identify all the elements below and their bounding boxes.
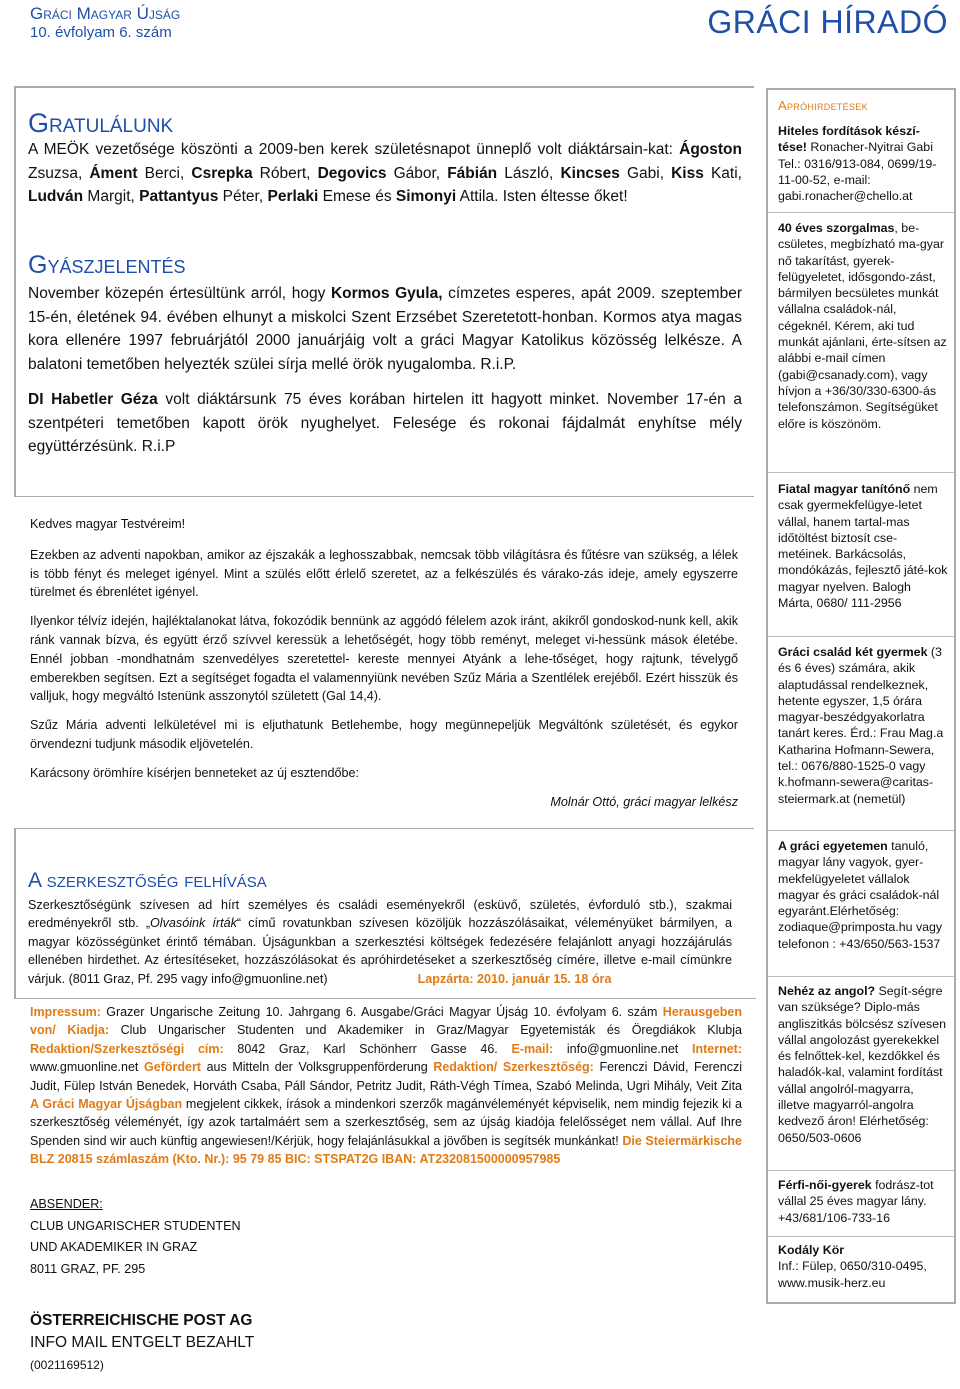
impressum-section: Impressum: Grazer Ungarische Zeitung 10. Jahrgang 6. Ausgabe/Gráci Magyar Újság 10. évfolyam 6. szám Herausgeben von/ Kiadja: Club Ungarischer Studenten und Akademiker in Graz/Magyar Egyetemisták és Öregdiákok Klubja Redaktion/Szerkesztőségi cím: 8042 Graz, Karl Schönherr Gasse 46. E-mail: info@gmuonline.net Internet: www.gmuonline.net Gefördert aus Mitteln der Volksgruppenförderung Redaktion/ Szerkesztőség: Ferenczi Dávid, Ferenczi Judit, Fülep István Benedek, Horváth Csaba, Páll Sándor, Petritz Judit, Ráth-Végh Tímea, Szabó Melinda, Ugri Mihály, Veit Zita A Gráci Magyar Újságban megjelent cikkek, írások a mindenkori szerzők magánvéleményét képviselik, nem mindig fejezik ki a szerkesztőség véleményét, így azok tartalmáért sem a szerkesztőség, sem az újság kiadója felelősséget nem vállal. Auf Ihre Spenden sind wir auch künftig angewiesen!/Kérjük, hogy felajánlásukkal a jövőben is segítsék munkánkat! Die Steiermärkische BLZ 20815 számlaszám (Kto. Nr.): 95 79 85 BIC: STSPAT2G IBAN: AT232081500000957985 [30,1005,742,1167]
ad-separator [768,212,954,213]
sender-address [30,1194,241,1280]
congratulations-title: Gratulálunk [28,108,174,138]
ad-separator [768,472,954,473]
newspaper-name-header [30,4,180,42]
ad-student-babysitter: A gráci egyetemen tanuló, magyar lány vagyok, gyer-mekfelügyeletet vállalok magyar és gráci családok-nál egyaránt.Elérhetőség: zodiaque@primposta.hu vagy telefonon : +43/650/563-1537 [778,839,943,951]
ad-kodaly-choir: Kodály Kör Inf.: Fülep, 0650/310-0495, www.musik-herz.eu [778,1243,927,1290]
ad-separator [768,830,954,831]
congratulations-section [28,108,742,209]
ad-separator [768,1236,954,1237]
obituary-title: Gyászjelentés [28,251,186,279]
postal-line-2: INFO MAIL ENTGELT BEZAHLT [30,1334,255,1351]
sender-line-1: CLUB UNGARISCHER STUDENTEN [30,1218,241,1233]
obituary-section [28,250,742,459]
letter-greeting: Kedves magyar Testvéreim! [30,517,186,531]
sender-line-3: 8011 GRAZ, PF. 295 [30,1261,146,1276]
editor-call-section [28,868,732,988]
letter-paragraph-1: Ezekben az adventi napokban, amikor az éjszakák a leghosszabbak, nemcsak több világításra és fűtésre van szükség, a lélek is több fényt és meleget igényel. Mint a szülés előtt érlelő szeretet, az a felkészülés és várako-zás ideje, amely egyszerre türelmet és ébrenlétet igényel. [30,547,738,600]
editor-box-bottom-border [14,998,756,999]
letter-paragraph-3: Szűz Mária adventi lelkületével mi is eljuthatunk Betlehembe, hogy megünnepeljük Megváltónk születését, és egykor örvendezni tudjunk második eljövetelén. [30,718,738,751]
editor-call-title: A szerkesztőség felhívása [28,869,267,892]
masthead-title: GRÁCI HÍRADÓ [707,4,948,40]
ad-translations: Hiteles fordítások készí-tése! Ronacher-Nyitrai Gabi Tel.: 0316/913-084, 0699/19-11-00-52, e-mail: gabi.ronacher@chello.at [778,124,937,204]
ad-cleaning: 40 éves szorgalmas, be-csületes, megbízható ma-gyar nő takarítást, gyerek-felügyeletet, idősgondo-zást, bármilyen becsületes munkát vállalna családok-nál, cégeknél. Kérem, aki tud munkát ajánlani, érte-sítsen az alábbi e-mail címen (gabi@csanady.com), vagy hívjon a +36/30/330-6300-ás telefonszámon. Segítségüket előre is köszönöm. [778,221,947,431]
editor-box-top-border [14,828,754,829]
obituary-paragraph-2: DI Habetler Géza volt diáktársunk 75 éves korában hirtelen itt hagyott minket. November 17-én a szentpéteri temetőben kapott örök nyughelyet. Felesége és rokonai fájdalmát enyhítse mély együttérzésünk. R.i.P [28,391,742,455]
letter-paragraph-2: Ilyenkor télvíz idején, hajléktalanokat látva, fokozódik bennünk az aggódó félelem azok iránt, akikről gondoskod-nunk kell, akik ránk vannak bízva, és együtt érző szívvel keressük a lehetőségét, hogy több reményt, meleget vi-hessünk mások életébe. Ennél jobban -mondhatnám szenvedélyes szeretettel- kereste mennyei Atyánk a lehe-tőséget, hogy rajtunk, tévelygő emberekben segítsen. Ezt a segítséget fogadta el valamennyiünk nevében Szűz Mária a Szentlélek erejéből. Ezért hisszük és valljuk, hogy megváltó Istenünk asszonytól született (Gal 14,4). [30,614,738,704]
postal-line-1: ÖSTERREICHISCHE POST AG [30,1312,253,1329]
editor-call-text: Szerkesztőségünk szívesen ad hírt személyes és családi eseményekről (esküvő, születés, évforduló stb.), szakmai eredményekről stb. „Olvasóink írták“ című rovatunkban szívesen közöljük hozzászólásaikat, véleményüket bármilyen, a magyar közösségünket érintő témában. Újságunkban a szerkesztési költségek fedezésére felajánlott anyagi hozzájárulás ellenében hirdethet. Az értesítéseket, hozzászólásokat és apróhirdetéseket a szerkesztőség címére, illetve e-mail címünkre várjuk. (8011 Graz, Pf. 295 vagy info@gmuonline.net) Lapzárta: 2010. január 15. 18 óra [28,898,732,986]
ad-teacher: Fiatal magyar tanítónő nem csak gyermekfelügye-letet vállal, hanem tartal-mas időtöltést biztosít cse-metéinek. Barkácsolás, mondókázás, fejlesztő játé-kok magyar nyelven. Balogh Márta, 0680/ 111-2956 [778,482,948,611]
editor-box-left-border [14,828,16,998]
ad-hairdresser: Férfi-női-gyerek fodrász-tot vállal 25 éves magyar lány. +43/681/106-733-16 [778,1178,934,1225]
ad-english-tutor: Nehéz az angol? Segít-ségre van szüksége? Diplo-más angliszitkás bölcsész szívesen vállal angolozást gyerekekkel és felnőttek-kel, kezdőkkel és haladók-kal, valamint fordítást vállal angolról-magyarra, illetve magyarról-angolra kedvező áron! Elérhetőség: 0650/503-0606 [778,984,947,1145]
ad-separator [768,636,954,637]
sender-line-2: UND AKADEMIKER IN GRAZ [30,1240,198,1254]
congratulations-text: A MEÖK vezetősége köszönti a 2009-ben kerek születésnapot ünneplő volt diáktársain-kat: Ágoston Zsuzsa, Áment Berci, Csrepka Róbert, Degovics Gábor, Fábián László, Kincses Gabi, Kiss Kati, Ludván Margit, Pattantyus Péter, Perlaki Emese és Simonyi Attila. Isten éltesse őket! [28,141,742,205]
section-divider [14,496,754,497]
postal-line-3: (0021169512) [30,1358,104,1372]
postal-info [30,1310,254,1376]
obituary-paragraph-1: November közepén értesültünk arról, hogy Kormos Gyula, címzetes esperes, apát 2009. szeptember 15-én, életének 94. évében elhunyt a miskolci Szent Erzsébet Szeretetott-honban. Kormos atya magas kora ellenére 1997 februárjától 2000 januárjáig volt a gráci Magyar Katolikus közösség lelkésze. A balatoni temetőben helyezték szülei sírja mellé örök nyugalomba. R.i.P. [28,285,742,373]
letter-signature: Molnár Ottó, gráci magyar lelkész [550,794,738,809]
letter-paragraph-4: Karácsony örömhíre kísérjen benneteket az új esztendőbe: [30,765,360,780]
ad-separator [768,1170,954,1171]
sender-label: ABSENDER: [30,1197,103,1211]
advent-letter [30,515,738,821]
ad-family-tutor: Gráci család két gyermek (3 és 6 éves) számára, akik alaptudással rendelkeznek, hetente egyszer, 1,5 órára magyar-beszédgyakorlatra tanárt keres. Érd.: Frau Mag.a Katharina Hofmann-Sewera, tel.: 0676/880-1525-0 vagy k.hofmann-sewera@caritas-steiermark.at (nemetül) [778,645,944,806]
issue-number: 10. évfolyam 6. szám [30,24,172,41]
newspaper-name: Gráci Magyar Újság [30,4,181,23]
classifieds-title: Apróhirdetések [778,98,868,113]
ad-separator [768,976,954,977]
